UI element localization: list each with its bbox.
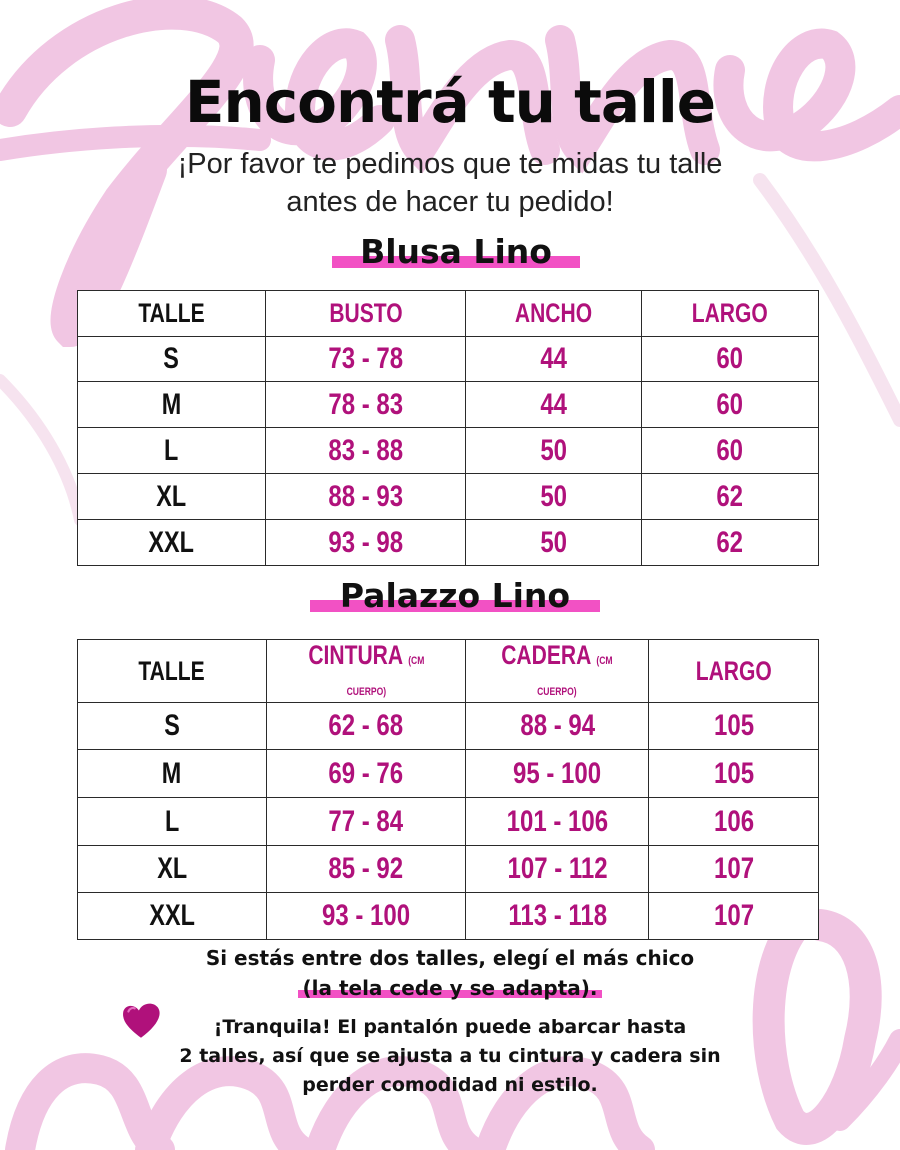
- cintura-value: 77 - 84: [328, 804, 404, 838]
- cadera-value: 88 - 94: [519, 709, 595, 742]
- ancho-value: 50: [540, 525, 568, 559]
- header-talle: TALLE: [138, 655, 205, 686]
- value-cell: [466, 382, 642, 428]
- reassurance-note: [120, 1013, 780, 1100]
- value-cell: [266, 846, 466, 893]
- header-cell: [265, 291, 466, 337]
- cadera-value: 113 - 118: [507, 899, 607, 932]
- header-cintura: [289, 640, 444, 702]
- busto-value: 78 - 83: [328, 387, 403, 421]
- subtitle-line-2: antes de hacer tu pedido!: [286, 186, 614, 218]
- header-largo: LARGO: [695, 655, 772, 686]
- size-label: L: [164, 433, 179, 467]
- size-label: L: [164, 804, 179, 838]
- subtitle-line-1: ¡Por favor te pedimos que te midas tu talle: [177, 148, 723, 180]
- size-cell: [78, 703, 267, 750]
- value-cell: [266, 750, 466, 798]
- cadera-value: 107 - 112: [507, 852, 608, 885]
- value-cell: [466, 520, 642, 566]
- value-cell: [642, 382, 819, 428]
- page-subtitle: [0, 145, 900, 221]
- section-title-blusa: Blusa Lino: [332, 232, 580, 271]
- value-cell: [266, 703, 466, 750]
- value-cell: [466, 798, 649, 846]
- busto-value: 93 - 98: [328, 525, 403, 559]
- cintura-value: 85 - 92: [328, 852, 404, 885]
- table-row: [78, 520, 819, 566]
- value-cell: [265, 428, 466, 474]
- table-row: [78, 846, 819, 893]
- table-row: [78, 750, 819, 798]
- value-cell: [265, 337, 466, 382]
- header-cell: [266, 640, 466, 703]
- reassurance-line-3: perder comodidad ni estilo.: [302, 1074, 598, 1096]
- value-cell: [466, 893, 649, 940]
- value-cell: [649, 893, 819, 940]
- size-cell: [78, 846, 267, 893]
- largo-value: 60: [716, 342, 744, 375]
- header-ancho: ANCHO: [515, 298, 593, 328]
- header-cell: [466, 291, 642, 337]
- size-cell: [78, 893, 267, 940]
- value-cell: [265, 474, 466, 520]
- largo-value: 107: [713, 852, 754, 885]
- value-cell: [266, 798, 466, 846]
- header-cadera-note: (CM CUERPO): [537, 655, 613, 698]
- size-cell: [78, 337, 266, 382]
- cintura-value: 93 - 100: [322, 899, 411, 932]
- size-label: XXL: [149, 899, 195, 932]
- value-cell: [649, 750, 819, 798]
- size-label: M: [162, 756, 182, 790]
- value-cell: [265, 520, 466, 566]
- size-cell: [78, 474, 266, 520]
- palazzo-size-table: [77, 639, 819, 940]
- reassurance-line-2: 2 talles, así que se ajusta a tu cintura y cadera sin: [179, 1045, 721, 1067]
- largo-value: 105: [713, 709, 754, 742]
- ancho-value: 44: [540, 387, 568, 421]
- size-label: M: [161, 387, 182, 421]
- size-label: S: [164, 709, 180, 742]
- value-cell: [466, 474, 642, 520]
- table-row: [78, 337, 819, 382]
- value-cell: [649, 798, 819, 846]
- header-cintura-label: CINTURA: [308, 640, 402, 670]
- size-cell: [78, 798, 267, 846]
- busto-value: 83 - 88: [328, 433, 403, 467]
- value-cell: [642, 474, 819, 520]
- value-cell: [649, 846, 819, 893]
- header-cell: [78, 640, 267, 703]
- value-cell: [466, 846, 649, 893]
- ancho-value: 50: [540, 433, 568, 467]
- size-label: XL: [156, 479, 187, 513]
- header-cadera: [486, 640, 628, 702]
- value-cell: [466, 750, 649, 798]
- largo-value: 106: [713, 804, 754, 838]
- largo-value: 62: [716, 525, 744, 559]
- table-row: [78, 703, 819, 750]
- header-cell: [649, 640, 819, 703]
- largo-value: 107: [713, 899, 754, 932]
- value-cell: [649, 703, 819, 750]
- cintura-value: 62 - 68: [328, 709, 404, 742]
- table-row: [78, 382, 819, 428]
- size-label: XL: [156, 852, 187, 885]
- size-cell: [78, 382, 266, 428]
- table-row: [78, 893, 819, 940]
- header-cell: [466, 640, 649, 703]
- value-cell: [466, 703, 649, 750]
- value-cell: [466, 428, 642, 474]
- header-cadera-label: CADERA: [501, 640, 591, 670]
- size-label: XXL: [148, 525, 195, 559]
- header-cell: [78, 291, 266, 337]
- largo-value: 62: [716, 479, 744, 513]
- blusa-size-table: [77, 290, 819, 566]
- table-row: [78, 428, 819, 474]
- busto-value: 88 - 93: [328, 479, 403, 513]
- size-label: S: [163, 342, 180, 375]
- value-cell: [265, 382, 466, 428]
- size-tip-line-2: (la tela cede y se adapta).: [298, 976, 601, 1000]
- header-cell: [642, 291, 819, 337]
- header-talle: TALLE: [138, 298, 205, 328]
- value-cell: [642, 520, 819, 566]
- value-cell: [642, 428, 819, 474]
- size-tip-line-1: Si estás entre dos talles, elegí el más chico: [205, 946, 695, 970]
- size-cell: [78, 520, 266, 566]
- header-busto: BUSTO: [328, 298, 403, 328]
- section-title-palazzo: Palazzo Lino: [310, 576, 600, 615]
- table-row: [78, 474, 819, 520]
- size-cell: [78, 750, 267, 798]
- cintura-value: 69 - 76: [328, 756, 404, 790]
- table-header-row: [78, 291, 819, 337]
- table-row: [78, 798, 819, 846]
- value-cell: [466, 337, 642, 382]
- largo-value: 60: [716, 387, 744, 421]
- table-header-row: [78, 640, 819, 703]
- cadera-value: 101 - 106: [506, 804, 609, 838]
- value-cell: [266, 893, 466, 940]
- cadera-value: 95 - 100: [513, 756, 602, 790]
- ancho-value: 44: [540, 342, 568, 375]
- value-cell: [642, 337, 819, 382]
- size-cell: [78, 428, 266, 474]
- largo-value: 105: [713, 756, 754, 790]
- largo-value: 60: [716, 433, 744, 467]
- page-title: Encontrá tu talle: [184, 68, 716, 136]
- header-cintura-note: (CM CUERPO): [346, 655, 425, 698]
- reassurance-line-1: ¡Tranquila! El pantalón puede abarcar hasta: [213, 1016, 687, 1038]
- busto-value: 73 - 78: [328, 342, 403, 375]
- ancho-value: 50: [540, 479, 568, 513]
- size-tip-note: [0, 943, 900, 1003]
- header-largo: LARGO: [692, 298, 769, 328]
